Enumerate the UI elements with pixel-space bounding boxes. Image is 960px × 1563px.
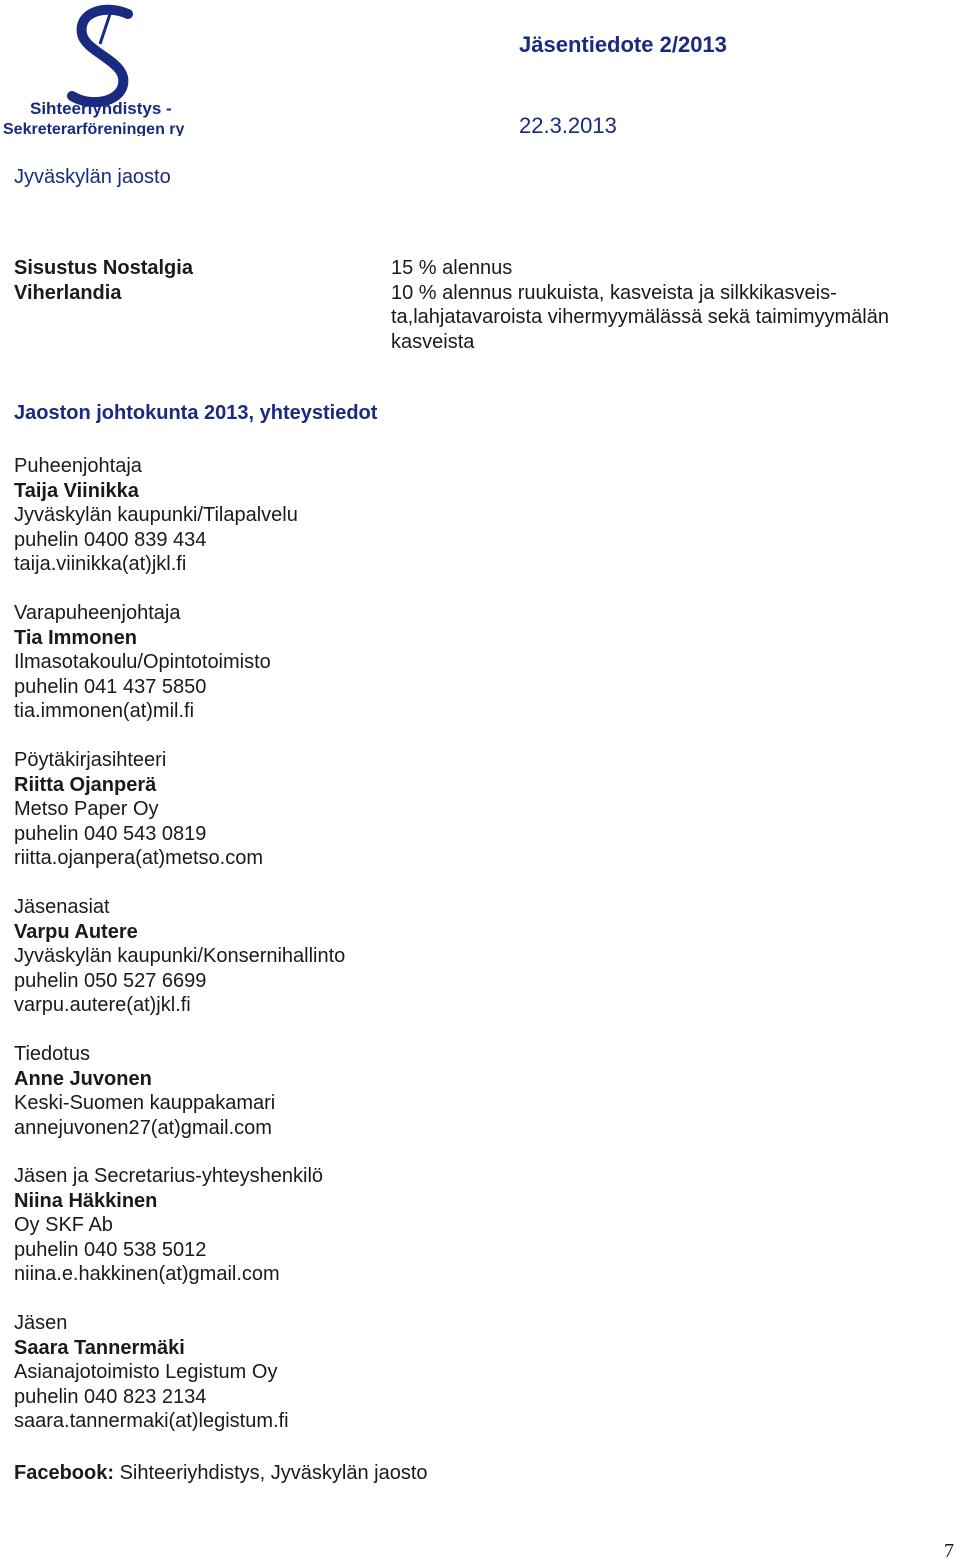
member-org: Jyväskylän kaupunki/Tilapalvelu: [14, 504, 298, 526]
member-phone: puhelin 041 437 5850: [14, 675, 207, 698]
benefit-line: 15 % alennus: [391, 257, 513, 279]
member-role: Puheenjohtaja: [14, 455, 142, 477]
newsletter-date: 22.3.2013: [519, 113, 617, 138]
benefit-names: [14, 256, 193, 305]
association-logo: [0, 4, 200, 136]
member-phone: puhelin 040 543 0819: [14, 822, 207, 845]
member-org: Metso Paper Oy: [14, 798, 159, 820]
member-email: riitta.ojanpera(at)metso.com: [14, 847, 263, 869]
member-phone: puhelin 040 538 5012: [14, 1238, 207, 1261]
facebook-text: Sihteeriyhdistys, Jyväskylän jaosto: [119, 1462, 428, 1484]
member-role: Tiedotus: [14, 1043, 90, 1065]
member-phone: puhelin 040 823 2134: [14, 1385, 207, 1408]
logo-line-1: Sihteeriyhdistys -: [30, 99, 172, 118]
benefit-name: Viherlandia: [14, 281, 122, 304]
benefit-line: kasveista: [391, 330, 475, 353]
member-email: tia.immonen(at)mil.fi: [14, 700, 195, 722]
board-member-secretary: [14, 748, 263, 871]
benefit-line: ta,lahjatavaroista vihermyymälässä sekä taimimyymälän: [391, 306, 889, 328]
member-role: Jäsenasiat: [14, 896, 110, 918]
member-name: Taija Viinikka: [14, 479, 139, 502]
member-role: Varapuheenjohtaja: [14, 602, 181, 624]
benefit-line: 10 % alennus ruukuista, kasveista ja silkkikasveis-: [391, 281, 837, 304]
branch-name: Jyväskylän jaosto: [14, 166, 171, 188]
member-name: Niina Häkkinen: [14, 1189, 158, 1212]
member-name: Varpu Autere: [14, 920, 138, 943]
member-org: Oy SKF Ab: [14, 1214, 113, 1236]
member-name: Anne Juvonen: [14, 1067, 152, 1090]
member-org: Keski-Suomen kauppakamari: [14, 1092, 276, 1114]
member-email: niina.e.hakkinen(at)gmail.com: [14, 1263, 280, 1285]
member-phone: puhelin 050 527 6699: [14, 969, 207, 992]
board-member-vice-chair: [14, 601, 271, 724]
board-member-communications: [14, 1042, 275, 1140]
member-email: taija.viinikka(at)jkl.fi: [14, 553, 187, 575]
member-name: Saara Tannermäki: [14, 1336, 185, 1359]
page-number: 7: [944, 1540, 954, 1562]
board-member-membership: [14, 895, 345, 1018]
board-member-member: [14, 1311, 289, 1434]
benefit-details: [391, 256, 889, 354]
facebook-info: [14, 1461, 428, 1486]
board-member-secretarius-contact: [14, 1164, 323, 1287]
member-email: annejuvonen27(at)gmail.com: [14, 1116, 272, 1139]
member-name: Tia Immonen: [14, 626, 137, 649]
member-org: Jyväskylän kaupunki/Konsernihallinto: [14, 945, 346, 967]
member-phone: puhelin 0400 839 434: [14, 528, 207, 551]
member-role: Jäsen: [14, 1312, 68, 1334]
board-title: Jaoston johtokunta 2013, yhteystiedot: [14, 402, 378, 424]
member-email: varpu.autere(at)jkl.fi: [14, 994, 191, 1016]
member-org: Ilmasotakoulu/Opintotoimisto: [14, 651, 271, 673]
facebook-label: Facebook:: [14, 1462, 115, 1484]
board-member-chair: [14, 454, 298, 577]
member-name: Riitta Ojanperä: [14, 773, 157, 796]
logo-s-mark: [0, 4, 200, 136]
member-email: saara.tannermaki(at)legistum.fi: [14, 1410, 289, 1432]
member-org: Asianajotoimisto Legistum Oy: [14, 1361, 278, 1383]
logo-line-2: Sekreterarföreningen ry: [3, 121, 185, 136]
benefit-name: Sisustus Nostalgia: [14, 257, 193, 279]
newsletter-title: Jäsentiedote 2/2013: [519, 32, 727, 57]
member-role: Jäsen ja Secretarius-yhteyshenkilö: [14, 1165, 324, 1187]
member-role: Pöytäkirjasihteeri: [14, 749, 167, 771]
